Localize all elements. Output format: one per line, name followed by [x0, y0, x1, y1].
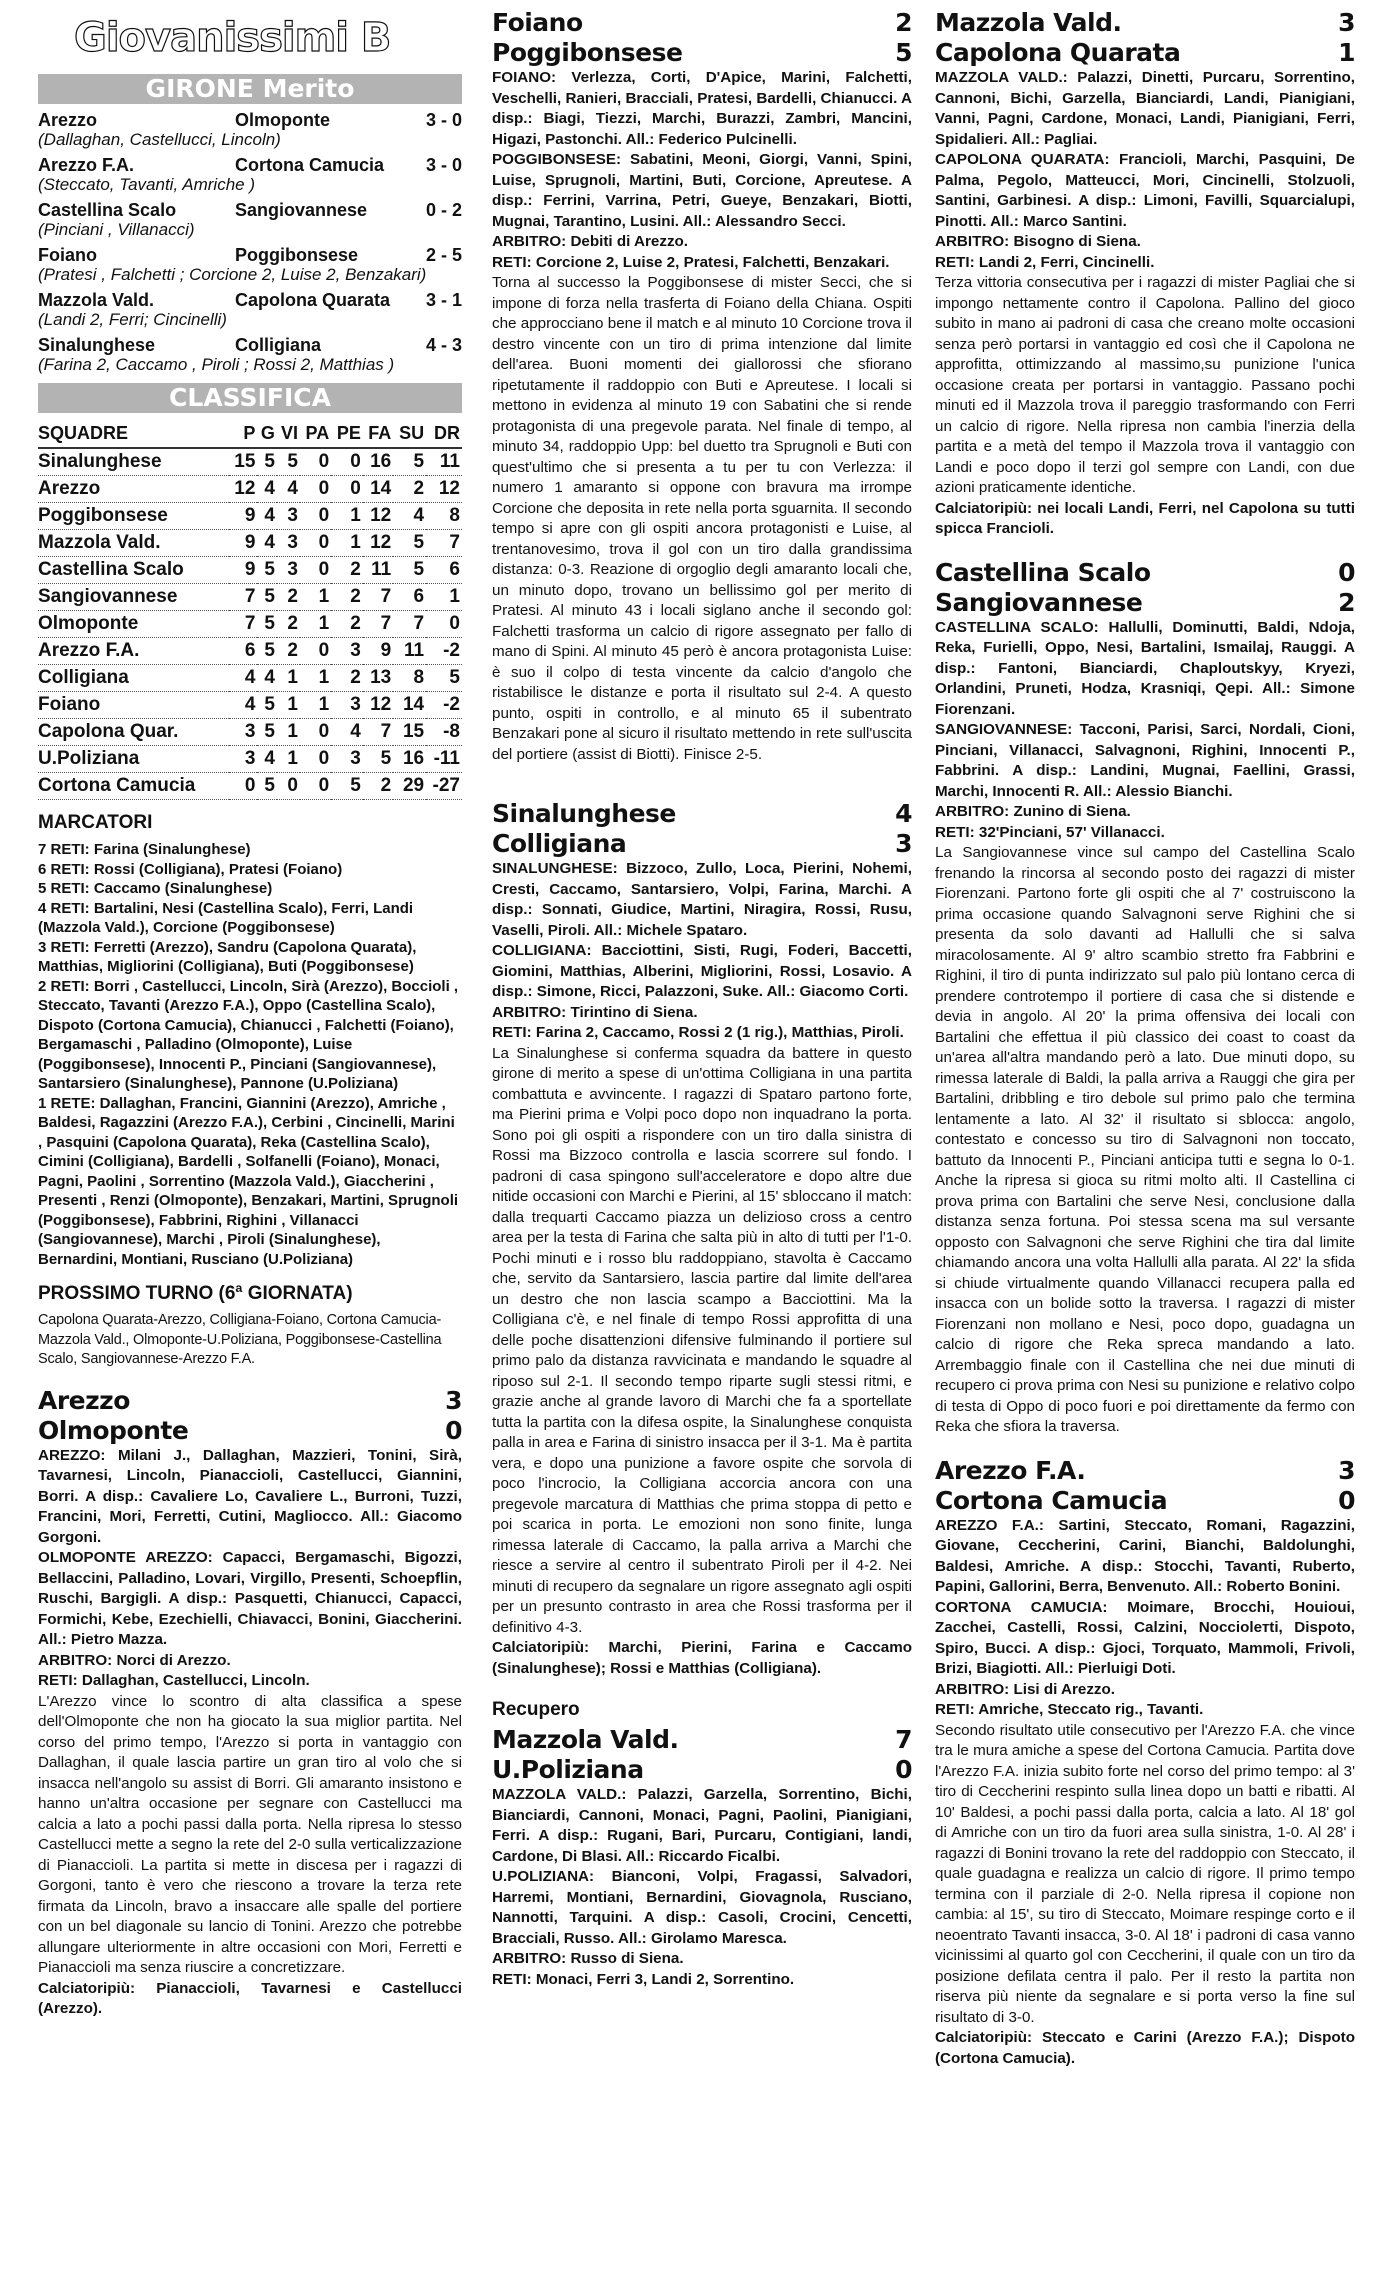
stat-cell: 5: [277, 448, 300, 476]
report-body: La Sinalunghese si conferma squadra da battere in questo girone di merito a spese di un'ottima Colligiana in una partita combattuta e avvincente. I ragazzi di Spataro partono forte, ma Pierini prima e Volpi poco dopo non inquadrano la porta. Sono poi gli ospiti a rispondere con un tiro dalla sinistra di Rossi ma Bizzoco controlla e lascia scorrere sul fondo. I padroni di casa spingono sull'acceleratore e dopo altre due nitide occasioni con Marchi e Pierini, al 15' sbloccano il match: dalla trequarti Caccamo piazza un delizioso cross a centro area per la testa di Farina che salta più in alto di tutti per l'1-0. Pochi minuti e i rosso blu raddoppiano, stavolta è Caccamo che, servito da Santarsiero, lascia partire dal limite dell'area un destro che non lascia scampo a Bacciottini. Ma la Colligiana c'è, e nel finale di tempo Rossi approfitta di una delle poche disattenzioni difensive fulminando il portiere sul primo palo da distanza ravvicinata e mandando le squadre al riposo sul 2-1. Il secondo tempo riparte sugli stessi ritmi, e grazie anche al grande lavoro di Marchi che fa a sportellate tutta la partita con la difesa ospite, la Sinalunghese conquista palla in area e Farina di sinistro insacca per il 3-1. Ma è partita vera, e dopo una punizione a favore ospite che sorvola di poco l'incrocio, la Colligiana accorcia ancora con una pregevole marcatura di Matthias che prima stoppa di petto e poi scarica in porta. Le emozioni non sono finite, lunga rimessa laterale di Caccamo, la palla arriva a Marchi che riesce a servire al centro il subentrato Piroli per il 4-2. Nei minuti di recupero da segnalare un rigore assegnato agli ospiti per un presunto contrasto in area che Rossi trasforma per il definitivo 4-3.: [492, 1044, 912, 1636]
standings-header: [38, 419, 462, 448]
stat-cell: -8: [426, 719, 462, 746]
prossimo-turno-text: Capolona Quarata-Arezzo, Colligiana-Foiano, Cortona Camucia-Mazzola Vald., Olmoponte-U.Poliziana, Poggibonsese-Castellina Scalo, Sangiovannese-Arezzo F.A.: [38, 1312, 442, 1367]
scorer-line: 7 RETI: Farina (Sinalunghese): [38, 841, 251, 858]
stat-cell: 5: [257, 638, 276, 665]
column-header: FA: [363, 419, 393, 448]
team-cell: Castellina Scalo: [38, 557, 229, 584]
stat-cell: 3: [277, 530, 300, 557]
home-score: 2: [895, 8, 912, 37]
away-team: Capolona Quarata: [235, 290, 391, 310]
stat-cell: 8: [393, 665, 426, 692]
stat-cell: 3: [331, 638, 363, 665]
stat-cell: 9: [229, 557, 257, 584]
home-team: Arezzo F.A.: [38, 155, 135, 175]
home-team: Mazzola Vald.: [38, 290, 155, 310]
lineup-line: ARBITRO: Russo di Siena.: [492, 1950, 684, 1967]
stat-cell: 1: [277, 665, 300, 692]
stat-cell: 1: [300, 665, 331, 692]
table-row: [38, 746, 462, 773]
away-team-line: [492, 38, 912, 68]
top-players: Calciatoripiù: nei locali Landi, Ferri, nel Capolona su tutti spicca Francioli.: [935, 499, 1355, 537]
stat-cell: 0: [300, 448, 331, 476]
lineup-line: ARBITRO: Tirintino di Siena.: [492, 1003, 698, 1021]
home-score: 3: [1338, 1455, 1355, 1485]
home-score: 3: [445, 1385, 462, 1415]
stat-cell: 11: [363, 557, 393, 584]
stat-cell: 0: [426, 611, 462, 638]
match-report-foiano-poggibonsese: [492, 8, 912, 765]
away-team-line: [492, 1755, 912, 1785]
home-team-name: Mazzola Vald.: [935, 8, 1122, 37]
result-row: [38, 290, 462, 310]
away-team-line: [492, 829, 912, 859]
home-team-line: [935, 558, 1355, 588]
category-banner: Giovanissimi B: [74, 15, 391, 61]
stat-cell: -11: [426, 746, 462, 773]
column-header: PE: [331, 419, 363, 448]
stat-cell: 2: [277, 611, 300, 638]
lineup-line: AREZZO F.A.: Sartini, Steccato, Romani, Ragazzini, Giovane, Ceccherini, Carini, Bianchi, Baldolunghi, Baldesi, Amriche. A disp.: Stocchi, Tavanti, Ruberto, Papini, Gallorini, Berra, Benvenuto. All.: Roberto Bonini.: [935, 1516, 1355, 1595]
prossimo-turno-title: PROSSIMO TURNO (6ª GIORNATA): [38, 1283, 353, 1304]
lineup-line: U.POLIZIANA: Bianconi, Volpi, Fragassi, Salvadori, Harremi, Montiani, Bernardini, Giovagnola, Rusciano, Nannotti, Tarquini. A disp.: Casoli, Crocini, Cencetti, Bracciali, Russo. All.: Girolamo Maresca.: [492, 1868, 912, 1947]
stat-cell: 4: [257, 665, 276, 692]
home-score: 7: [895, 1725, 912, 1754]
stat-cell: 11: [393, 638, 426, 665]
column-header: DR: [426, 419, 462, 448]
scorer-line: 2 RETI: Borri , Castellucci, Lincoln, Sirà (Arezzo), Boccioli , Steccato, Tavanti (Arezzo F.A.), Oppo (Castellina Scalo), Dispoto (Cortona Camucia), Chianucci , Falchetti (Foiano), Bergamaschi , Palladino (Olmoponte), Luise (Poggibonsese), Innocenti P., Pinciani (Sangiovannese), Santarsiero (Sinalunghese), Pannone (U.Poliziana): [38, 977, 459, 1092]
classifica-bar: CLASSIFICA: [38, 383, 462, 413]
result-row: [38, 155, 462, 175]
home-team-line: [935, 1456, 1355, 1486]
lineup-line: RETI: Amriche, Steccato rig., Tavanti.: [935, 1701, 1204, 1718]
stat-cell: 5: [257, 448, 276, 476]
stat-cell: 6: [426, 557, 462, 584]
team-cell: Mazzola Vald.: [38, 530, 229, 557]
match-report-castellina-sangiovannese: [935, 558, 1355, 1438]
column-1: [38, 8, 462, 2020]
home-team-name: Mazzola Vald.: [492, 1725, 679, 1754]
stat-cell: 5: [393, 557, 426, 584]
stat-cell: 2: [277, 638, 300, 665]
away-team-name: U.Poliziana: [492, 1755, 644, 1784]
stat-cell: 7: [363, 584, 393, 611]
table-row: [38, 665, 462, 692]
lineup-line: MAZZOLA VALD.: Palazzi, Dinetti, Purcaru, Sorrentino, Cannoni, Bichi, Garzella, Bianciardi, Landi, Pianigiani, Vanni, Pagni, Cardone, Monaci, Landi, Pianigiani, Ferri, Spidalieri. All.: Pagliai.: [935, 69, 1355, 148]
stat-cell: 1: [300, 611, 331, 638]
stat-cell: 9: [229, 530, 257, 557]
stat-cell: 7: [363, 719, 393, 746]
stat-cell: 12: [426, 476, 462, 503]
stat-cell: 11: [426, 448, 462, 476]
report-body: Terza vittoria consecutiva per i ragazzi di mister Pagliai che si impongo nettamente contro il Capolona. Pallino del gioco subito in mano ai padroni di casa che creano molte occasioni senza però portarsi in vantaggio ed così che il Capolona ne approfitta, ottimizzando al massimo,su punizione l'unica occasione creata per portarsi in vantaggio. Passano pochi minuti ed il Mazzola trova il pareggio trasformando con Ferri un calcio di rigore. Nella ripresa non cambia l'inerzia della partita e a metà del tempo il Mazzola trova il vantaggio con Landi e poco dopo il terzi gol sempre con Landi, con due azioni praticamente identiche.: [935, 274, 1355, 496]
away-team: Sangiovannese: [235, 200, 368, 220]
away-score: 0: [1338, 1485, 1355, 1515]
girone-bar: GIRONE Merito: [38, 74, 462, 104]
lineup-line: ARBITRO: Bisogno di Siena.: [935, 233, 1141, 250]
stat-cell: 7: [426, 530, 462, 557]
away-team: Cortona Camucia: [235, 155, 385, 175]
stat-cell: 5: [363, 746, 393, 773]
lineup-line: SINALUNGHESE: Bizzoco, Zullo, Loca, Pierini, Nohemi, Cresti, Caccamo, Santarsiero, Volpi, Farina, Marchi. A disp.: Sonnati, Giudice, Martini, Niragira, Rossi, Rusu, Vaselli, Piroli. All.: Michele Spataro.: [492, 860, 912, 939]
lineup-line: RETI: 32'Pinciani, 57' Villanacci.: [935, 823, 1165, 841]
stat-cell: 3: [229, 719, 257, 746]
home-score: 4: [895, 799, 912, 828]
stat-cell: 9: [229, 503, 257, 530]
scorer-line: 1 RETE: Dallaghan, Francini, Giannini (Arezzo), Amriche , Baldesi, Ragazzini (Arezzo F.A.), Cerbini , Cincinelli, Marini , Pasquini (Capolona Quarata), Reka (Castellina Scalo), Cimini (Colligiana), Bardelli , Solfanelli (Foiano), Monaci, Pagni, Paolini , Sorrentino (Mazzola Vald.), Giaccherini , Presenti , Renzi (Olmoponte), Benzakari, Martini, Sprugnoli (Poggibonsese), Fabbrini, Righini , Villanacci (Sangiovannese), Marchi , Piroli (Sinalunghese), Bernardini, Montiani, Rusciano (U.Poliziana): [38, 1094, 459, 1268]
home-team-name: Castellina Scalo: [935, 557, 1151, 587]
away-team-name: Sangiovannese: [935, 587, 1143, 617]
stat-cell: 5: [257, 611, 276, 638]
away-score: 5: [895, 38, 912, 67]
stat-cell: 16: [393, 746, 426, 773]
away-team-line: [935, 1486, 1355, 1516]
table-row: [38, 557, 462, 584]
stat-cell: 5: [393, 530, 426, 557]
stat-cell: 0: [300, 638, 331, 665]
stat-cell: 1: [300, 692, 331, 719]
scorers: (Landi 2, Ferri; Cincinelli): [38, 310, 227, 329]
column-header: G: [257, 419, 276, 448]
home-team-line: [492, 1725, 912, 1755]
stat-cell: 2: [331, 557, 363, 584]
away-score: 0: [895, 1755, 912, 1784]
scorers: (Pratesi , Falchetti ; Corcione 2, Luise 2, Benzakari): [38, 265, 427, 284]
stat-cell: 6: [229, 638, 257, 665]
away-score: 0: [445, 1415, 462, 1445]
home-team-name: Sinalunghese: [492, 799, 676, 828]
marcatori-title: MARCATORI: [38, 812, 153, 833]
table-row: [38, 503, 462, 530]
stat-cell: 1: [331, 503, 363, 530]
team-cell: Arezzo F.A.: [38, 638, 229, 665]
scorer-line: 3 RETI: Ferretti (Arezzo), Sandru (Capolona Quarata), Matthias, Migliorini (Colligiana), Buti (Poggibonsese): [38, 938, 417, 975]
stat-cell: 4: [277, 476, 300, 503]
lineup-line: ARBITRO: Norci di Arezzo.: [38, 1651, 231, 1669]
table-row: [38, 448, 462, 476]
stat-cell: 16: [363, 448, 393, 476]
table-row: [38, 476, 462, 503]
team-cell: Cortona Camucia: [38, 773, 229, 800]
stat-cell: 5: [393, 448, 426, 476]
stat-cell: 2: [331, 584, 363, 611]
stat-cell: 1: [277, 746, 300, 773]
team-cell: U.Poliziana: [38, 746, 229, 773]
lineup-line: RETI: Landi 2, Ferri, Cincinelli.: [935, 253, 1155, 271]
team-cell: Colligiana: [38, 665, 229, 692]
stat-cell: 4: [257, 746, 276, 773]
score: 3 - 0: [425, 110, 462, 130]
stat-cell: 4: [257, 530, 276, 557]
stat-cell: 3: [277, 557, 300, 584]
stat-cell: 0: [300, 530, 331, 557]
stat-cell: 5: [257, 773, 276, 800]
stat-cell: 1: [300, 584, 331, 611]
lineup-line: AREZZO: Milani J., Dallaghan, Mazzieri, Tonini, Sirà, Tavarnesi, Lincoln, Pianaccioli, Castellucci, Giannini, Borri. A disp.: Cavaliere Lo, Cavaliere L., Burroni, Tuzzi, Francini, Mori, Ferretti, Cutini, Magliocco. All.: Giacomo Gorgoni.: [38, 1446, 462, 1546]
report-body: La Sangiovannese vince sul campo del Castellina Scalo frenando la rincorsa al secondo posto dei ragazzi di mister Fiorenzani. Partono forte gli ospiti che al 7' costruiscono la prima occasione quando Salvagnoni serve Righini che si presenta da solo davanti ad Hallulli che si salva miracolosamente. Al 9' altro scambio stretto fra Fabbrini e Righini, il tiro di punta indirizzato sul palo più lontano cerca di prendere controtempo il portiere di casa che si distende e devia in angolo. Al 20' la prima offensiva dei locali con Bartalini che effettua il più classico dei coast to coast da un'area all'altra mandando però a lato. Due minuti dopo, su rimessa laterale di Baldi, la palla arriva a Rauggi che gira per Bartalini, dribbling e tiro debole sul primo palo che termina lentamente a lato. Al 32' il risultato si sblocca: angolo, contestato e concesso su tiro di Salvagnoni non toccato, battuto da Innocenti P., Pinciani anticipa tutti e segna lo 0-1. Anche la ripresa si gioca su ritmi molto alti. Il Castellina ci prova prima con Bartalini che serve Nesi, conclusione dalla distanza senza fortuna. Poi stessa scena ma sul versante opposto con Salvagnoni che serve Righini che tira dal limite chiamando ancora una volta Hallulli alla parata. Al 22' la sfida si chiude virtualmente quando Villanacci recupera palla ed insacca con un bolide sotto la traversa. I ragazzi di mister Fiorenzani non mollano e Nesi, poco dopo, guadagna un calcio di rigore che Reka spreca mandando a lato. Arrembaggio finale con il Castellina che nei due minuti di recupero ci prova prima con Nesi su punizione e relativo colpo di testa di Oppo di poco fuori e poi direttamente da fermo con Reka che sfiora la traversa.: [935, 844, 1355, 1435]
stat-cell: 0: [331, 448, 363, 476]
stat-cell: 5: [257, 692, 276, 719]
home-team-name: Arezzo F.A.: [935, 1455, 1086, 1485]
stat-cell: 3: [331, 746, 363, 773]
away-team: Colligiana: [235, 335, 322, 355]
stat-cell: 7: [363, 611, 393, 638]
away-score: 3: [895, 829, 912, 858]
scorers: (Pinciani , Villanacci): [38, 220, 195, 239]
stat-cell: 1: [426, 584, 462, 611]
away-team-name: Olmoponte: [38, 1415, 189, 1445]
stat-cell: 12: [363, 530, 393, 557]
table-row: [38, 719, 462, 746]
away-team: Poggibonsese: [235, 245, 359, 265]
team-cell: Foiano: [38, 692, 229, 719]
stat-cell: 8: [426, 503, 462, 530]
team-cell: Poggibonsese: [38, 503, 229, 530]
match-report-mazzola-capolona: [935, 8, 1355, 540]
away-score: 2: [1338, 587, 1355, 617]
top-players: Calciatoripiù: Steccato e Carini (Arezzo F.A.); Dispoto (Cortona Camucia).: [935, 2029, 1355, 2067]
report-body: L'Arezzo vince lo scontro di alta classifica a spese dell'Olmoponte che non ha giocato la sua miglior partita. Nel corso del primo tempo, l'Arezzo si porta in vantaggio con Dallaghan, il quale lascia partire un gran tiro al volo che si insacca nell'angolo su assist di Borri. Gli amaranto insistono e hanno un'altra occasione per segnare con Castellucci ma calcia a lato a pochi passi dalla porta. Nella ripresa lo stesso Castellucci mette a segno la rete del 2-0 sulla verticalizzazione di Pianaccioli. La partita si mette in discesa per i ragazzi di Gorgoni, tanto è vero che riescono a trovare la terza rete firmata da Lincoln, bravo a insaccare alle spalle del portiere con un bel diagonale su lancio di Tonini. Arezzo che potrebbe allungare ulteriormente in altre occasioni con Mori, Ferretti e Pianaccioli ma senza riuscire a concretizzare.: [38, 1692, 462, 1976]
stat-cell: 3: [331, 692, 363, 719]
stat-cell: 5: [426, 665, 462, 692]
score: 4 - 3: [425, 335, 462, 355]
stat-cell: 0: [300, 476, 331, 503]
column-header: SU: [393, 419, 426, 448]
lineup-line: CAPOLONA QUARATA: Francioli, Marchi, Pasquini, De Palma, Pegolo, Matteucci, Mori, Cincinelli, Stolzuoli, Santini, Garbinesi. A disp.: Limoni, Favilli, Squarcialupi, Pinotti. All.: Marco Santini.: [935, 151, 1355, 230]
result-row: [38, 110, 462, 130]
home-team: Arezzo: [38, 110, 98, 130]
stat-cell: 1: [331, 530, 363, 557]
home-team-name: Arezzo: [38, 1385, 130, 1415]
stat-cell: 2: [393, 476, 426, 503]
stat-cell: 7: [393, 611, 426, 638]
stat-cell: 12: [229, 476, 257, 503]
stat-cell: 4: [229, 692, 257, 719]
table-row: [38, 773, 462, 800]
scorer-line: 5 RETI: Caccamo (Sinalunghese): [38, 880, 273, 897]
top-players: Calciatoripiù: Pianaccioli, Tavarnesi e Castellucci (Arezzo).: [38, 1979, 462, 2017]
stat-cell: 4: [331, 719, 363, 746]
scorer-line: 4 RETI: Bartalini, Nesi (Castellina Scalo), Ferri, Landi (Mazzola Vald.), Corcione (Poggibonsese): [38, 899, 414, 936]
stat-cell: 12: [363, 692, 393, 719]
away-team-line: [935, 38, 1355, 68]
away-team-name: Cortona Camucia: [935, 1485, 1168, 1515]
table-row: [38, 611, 462, 638]
column-header: SQUADRE: [38, 419, 229, 448]
stat-cell: 5: [257, 719, 276, 746]
marcatori-list: [38, 840, 462, 1269]
table-row: [38, 584, 462, 611]
stat-cell: 1: [277, 719, 300, 746]
lineup-line: RETI: Dallaghan, Castellucci, Lincoln.: [38, 1672, 310, 1689]
column-2: [492, 8, 912, 1990]
away-score: 1: [1338, 38, 1355, 67]
team-cell: Olmoponte: [38, 611, 229, 638]
lineup-line: COLLIGIANA: Bacciottini, Sisti, Rugi, Foderi, Baccetti, Giomini, Matthias, Alberini, Migliorini, Rossi, Losavio. A disp.: Simone, Ricci, Palazzoni, Suke. All.: Giacomo Corti.: [492, 942, 912, 1000]
stat-cell: 0: [229, 773, 257, 800]
stat-cell: 29: [393, 773, 426, 800]
score: 3 - 1: [425, 290, 462, 310]
stat-cell: 14: [363, 476, 393, 503]
stat-cell: 12: [363, 503, 393, 530]
table-row: [38, 530, 462, 557]
table-row: [38, 692, 462, 719]
result-row: [38, 335, 462, 355]
home-team-line: [492, 799, 912, 829]
report-body: Torna al successo la Poggibonsese di mister Secci, che si impone di forza nella trasferta di Foiano della Chiana. Ospiti che approcciano bene il match e al minuto 10 Corcione trova il destro vincente con un tiro di prima intenzione dal limite dell'area. Buoni momenti dei giallorossi che sfiorano ripetutamente il raddoppio con Buti e Apreutese. I locali si mettono in evidenza al minuto 19 con Sabatini che si rende protagonista di una pregevole parata. Nel finale di tempo, al minuto 34, raddoppio Upp: bel duetto tra Sprugnoli e Buti con quest'ultimo che si presenta a tu per tu con Verlezza: il numero 1 amaranto si oppone con bravura ma irrompe Corcione che deposita in rete nella porta sguarnita. Il secondo tempo si apre con gli ospiti ancora protagonisti e Luise, al trentanovesimo, trova il gol con un tiro dalla grandissima distanza: 0-3. Reazione di orgoglio degli amaranto locali che, un minuto dopo, trovano un bellissimo gol per merito di Pratesi. Al minuto 43 i locali siglano anche il secondo gol: Falchetti trasforma un calcio di rigore assegnato per fallo di mano di Spini. Al minuto 45 però è ancora protagonista Luise: è suo il colpo di testa vincente da calcio d'angolo che ristabilisce le distanze e porta il risultato sul 2-4. A questo punto, ospiti in controllo, e al minuto 65 il subentrato Benzakari pone al sicuro il risultato mettendo in rete sull'uscita del portiere (assist di Biotti). Finisce 2-5.: [492, 274, 912, 763]
team-cell: Sinalunghese: [38, 448, 229, 476]
away-team-line: [38, 1416, 462, 1446]
home-team-line: [935, 8, 1355, 38]
match-report-arezzo-olmoponte: [38, 1386, 462, 2020]
lineup-line: ARBITRO: Lisi di Arezzo.: [935, 1680, 1116, 1698]
away-team-line: [935, 588, 1355, 618]
stat-cell: 2: [331, 611, 363, 638]
stat-cell: 0: [300, 746, 331, 773]
stat-cell: 2: [363, 773, 393, 800]
stat-cell: 4: [393, 503, 426, 530]
lineup-line: ARBITRO: Debiti di Arezzo.: [492, 233, 689, 250]
stat-cell: 0: [300, 503, 331, 530]
stat-cell: 5: [331, 773, 363, 800]
score: 0 - 2: [425, 200, 462, 220]
stat-cell: -2: [426, 638, 462, 665]
away-team: Olmoponte: [235, 110, 330, 130]
stat-cell: 0: [300, 773, 331, 800]
home-score: 3: [1338, 8, 1355, 37]
match-report-sinalunghese-colligiana: [492, 799, 912, 1679]
stat-cell: 4: [229, 665, 257, 692]
stat-cell: 9: [363, 638, 393, 665]
match-report-arezzofa-cortona: [935, 1456, 1355, 2070]
table-row: [38, 638, 462, 665]
scorers: (Farina 2, Caccamo , Piroli ; Rossi 2, Matthias ): [38, 355, 395, 374]
home-team-name: Foiano: [492, 8, 583, 37]
standings-table: [38, 419, 462, 800]
lineup-line: CORTONA CAMUCIA: Moimare, Brocchi, Houioui, Zacchei, Castelli, Rossi, Calzini, Nocciolетti, Dispoto, Spiro, Bucci. A disp.: Gjoci, Torquato, Mammoli, Frivoli, Brizi, Biagiotti. All.: Pierluigi Doti.: [935, 1598, 1355, 1677]
scorers: (Steccato, Tavanti, Amriche ): [38, 175, 255, 194]
column-3: [935, 8, 1355, 2069]
report-body: Secondo risultato utile consecutivo per l'Arezzo F.A. che vince tra le mura amiche a spese del Cortona Camucia. Partita dove l'Arezzo F.A. inizia subito forte nel corso del primo tempo: al 3' tiro di Ceccherini respinto sulla linea dopo un batti e ribatti. Al 10' Baldesi, a pochi passi dalla porta, calcia a lato. Al 18' gol di Amriche con un tiro da fuori area sulla sinistra, 1-0. Al 28' i ragazzi di Bonini trovano la rete del raddoppio con Steccato, il quale guadagna e realizza un calcio di rigore. Il primo tempo termina con il parziale di 2-0. Nella ripresa il copione non cambia: al 15', su tiro di Steccato, Moimare respinge corto e il neoentrato Tavanti insacca, 3-0. Al 18' i padroni di casa vanno vicinissimi al quarto gol con Ceccherini, il quale con un tiro da posizione defilata centra il palo. Per il resto la partita non riserva più niente da segnalare e si porta verso la fine sul risultato di 3-0.: [935, 1721, 1355, 2026]
stat-cell: 14: [393, 692, 426, 719]
stat-cell: 4: [257, 476, 276, 503]
stat-cell: 7: [229, 611, 257, 638]
lineup-line: OLMOPONTE AREZZO: Capacci, Bergamaschi, Bigozzi, Bellaccini, Palladino, Lovari, Virgillo, Presenti, Schoepflin, Ruschi, Bargigli. A disp.: Pasquetti, Chianucci, Capacci, Formichi, Kebe, Ezechielli, Chiavacci, Bonini, Giaccherini. All.: Pietro Mazza.: [38, 1549, 462, 1648]
stat-cell: 3: [277, 503, 300, 530]
lineup-line: MAZZOLA VALD.: Palazzi, Garzella, Sorrentino, Bichi, Bianciardi, Cannoni, Monaci, Pagni, Paolini, Pianigiani, Ferri. A disp.: Rugani, Bari, Purcaru, Contigiani, landi, Cardone, Di Blasi. All.: Riccardo Ficalbi.: [492, 1786, 912, 1865]
lineup-line: FOIANO: Verlezza, Corti, D'Apice, Marini, Falchetti, Veschelli, Ranieri, Bracciali, Pratesi, Bardelli, Chianucci. A disp.: Biagi, Tiezzi, Marchi, Burazzi, Zambri, Mancini, Higazi, Pastonchi. All.: Federico Pulcinelli.: [492, 69, 912, 148]
home-team-line: [38, 1386, 462, 1416]
recupero-title: Recupero: [492, 1699, 580, 1720]
stat-cell: 2: [331, 665, 363, 692]
lineup-line: SANGIOVANNESE: Tacconi, Parisi, Sarci, Nordali, Cioni, Pinciani, Villanacci, Salvagnoni, Righini, Innocenti P., Fabbrini. A disp.: Landini, Mugnai, Faellini, Grassi, Marchi, Innocenti R. All.: Alessio Bianchi.: [935, 721, 1355, 800]
home-team: Castellina Scalo: [38, 200, 177, 220]
lineup-line: POGGIBONSESE: Sabatini, Meoni, Giorgi, Vanni, Spini, Luise, Sprugnoli, Martini, Buti, Corcione, Apreutese. A disp.: Ferrini, Varrina, Petri, Gueye, Benzakari, Biotti, Mugnai, Tarantino, Lusini. All.: Alessandro Secci.: [492, 151, 912, 230]
away-team-name: Colligiana: [492, 829, 627, 858]
stat-cell: 15: [393, 719, 426, 746]
stat-cell: 5: [257, 557, 276, 584]
column-header: VI: [277, 419, 300, 448]
stat-cell: 7: [229, 584, 257, 611]
lineup-line: RETI: Farina 2, Caccamo, Rossi 2 (1 rig.), Matthias, Piroli.: [492, 1024, 904, 1041]
stat-cell: 0: [277, 773, 300, 800]
lineup-line: ARBITRO: Zunino di Siena.: [935, 803, 1131, 820]
scorer-line: 6 RETI: Rossi (Colligiana), Pratesi (Foiano): [38, 860, 343, 878]
team-cell: Sangiovannese: [38, 584, 229, 611]
stat-cell: 13: [363, 665, 393, 692]
stat-cell: 0: [300, 719, 331, 746]
stat-cell: 1: [277, 692, 300, 719]
stat-cell: 2: [277, 584, 300, 611]
column-header: P: [229, 419, 257, 448]
stat-cell: 0: [300, 557, 331, 584]
home-team: Sinalunghese: [38, 335, 156, 355]
score: 2 - 5: [425, 245, 462, 265]
stat-cell: 4: [257, 503, 276, 530]
home-score: 0: [1338, 557, 1355, 587]
match-report-mazzola-poliziana: [492, 1725, 912, 1990]
stat-cell: -27: [426, 773, 462, 800]
results-list: [38, 110, 462, 375]
home-team-line: [492, 8, 912, 38]
team-cell: Arezzo: [38, 476, 229, 503]
stat-cell: 6: [393, 584, 426, 611]
lineup-line: RETI: Corcione 2, Luise 2, Pratesi, Falchetti, Benzakari.: [492, 253, 890, 271]
stat-cell: 5: [257, 584, 276, 611]
lineup-line: CASTELLINA SCALO: Hallulli, Dominutti, Baldi, Ndoja, Reka, Furielli, Oppo, Nesi, Bartalini, Ismailaj, Rauggi. A disp.: Fantoni, Bianciardi, Chaploutskyy, Kryezi, Orlandini, Pruneti, Hodza, Krasniqi, Qepi. All.: Simone Fiorenzani.: [935, 618, 1355, 718]
home-team: Foiano: [38, 245, 97, 265]
away-team-name: Poggibonsese: [492, 38, 683, 67]
score: 3 - 0: [425, 155, 462, 175]
column-header: PA: [300, 419, 331, 448]
stat-cell: 0: [331, 476, 363, 503]
team-cell: Capolona Quar.: [38, 719, 229, 746]
stat-cell: 15: [229, 448, 257, 476]
away-team-name: Capolona Quarata: [935, 38, 1181, 67]
top-players: Calciatoripiù: Marchi, Pierini, Farina e Caccamo (Sinalunghese); Rossi e Matthias (Colligiana).: [492, 1639, 912, 1677]
result-row: [38, 200, 462, 220]
stat-cell: -2: [426, 692, 462, 719]
stat-cell: 3: [229, 746, 257, 773]
lineup-line: RETI: Monaci, Ferri 3, Landi 2, Sorrentino.: [492, 1970, 795, 1988]
result-row: [38, 245, 462, 265]
scorers: (Dallaghan, Castellucci, Lincoln): [38, 130, 281, 149]
